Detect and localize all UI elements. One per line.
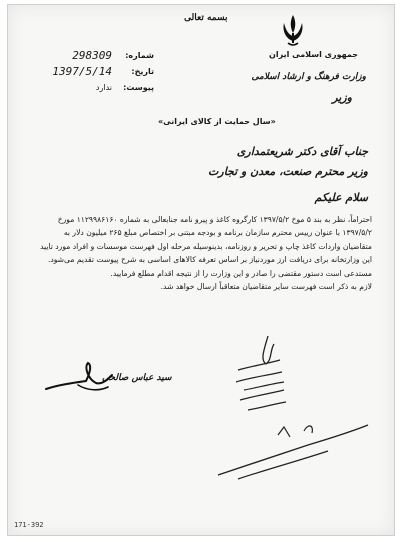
body-line: ۱۳۹۷/۵/۲ با عنوان رییس محترم سازمان برنامه و بودجه مبتنی بر اختصاص مبلغ ۲۶۵ میلیون دلار به [63,228,372,238]
body-line: متقاضیان واردات کاغذ چاپ و تحریر و روزنامه، بدینوسیله مرحله اول فهرست موسسات و افراد مورد تایید [40,241,372,251]
letter-body [32,213,372,293]
signature-scribble-icon [38,355,128,401]
recipient-title: وزیر محترم صنعت، معدن و تجارت [208,165,368,178]
date-value: 1397/5/14 [52,64,112,78]
letter-metadata [24,47,154,95]
footer-code: 171-392 [14,521,44,529]
attachment-value: ندارد [95,82,112,92]
number-row [24,47,154,63]
letter-page [7,4,395,536]
salutation: سلام علیکم [314,191,368,204]
bismillah-heading: بسمه تعالی [184,13,228,23]
emblem-icon [278,13,308,47]
ministry-title: وزارت فرهنگ و ارشاد اسلامی [251,72,366,82]
year-slogan: «سال حمایت از کالای ایرانی» [158,117,276,126]
body-line: این وزارتخانه برای دریافت ارز موردنیاز بر اساس تعرفه کالاهای اساسی به شرح پیوست تقدیم می‌شود. [47,255,372,265]
body-line: مستدعی است دستور مقتضی را صادر و این وزارت را از نتیجه اقدام مطلع فرمایید. [110,268,372,278]
body-line: احتراماً، نظر به بند ۵ موخ ۱۳۹۷/۵/۲ کارگروه کاغذ و پیرو نامه جنابعالی به شماره ۱۱۲۹۹۸۶۱۶۰ مورخ [57,215,372,224]
date-label: تاریخ: [131,66,154,76]
handwritten-cc-icon [208,415,378,485]
republic-title: جمهوری اسلامی ایران [269,50,358,59]
number-value: 298309 [72,48,112,62]
body-line: لازم به ذکر است فهرست سایر متقاضیان متعاقباً ارسال خواهد شد. [160,282,372,292]
attachment-label: پیوست: [123,82,154,92]
signatory-name: سید عباس صالحی [102,373,172,383]
recipient-name: جناب آقای دکتر شریعتمداری [236,145,368,158]
attachment-row [24,79,154,95]
date-row [24,63,154,79]
minister-title: وزیر [332,91,352,104]
number-label: شماره: [125,50,154,60]
